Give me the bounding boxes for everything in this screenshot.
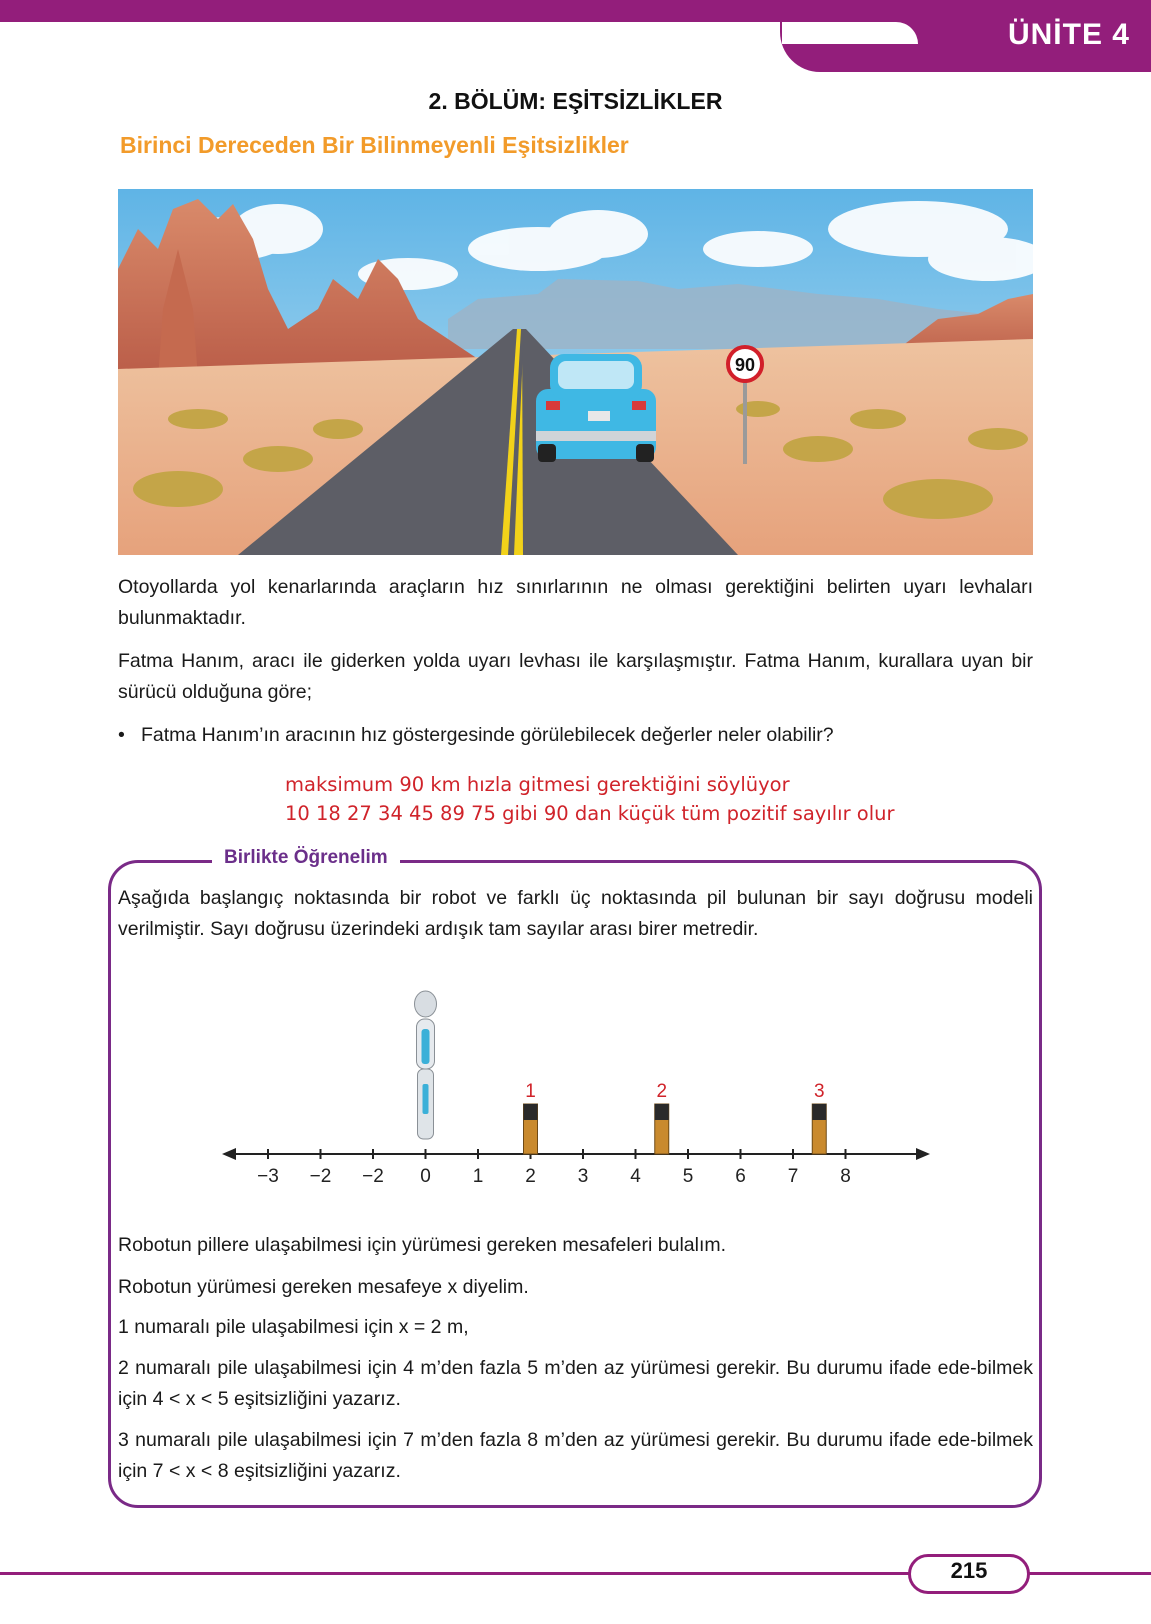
battery-2 [655, 1081, 669, 1154]
activity-paragraph-2: Robotun yürümesi gereken mesafeye x diyelim. [118, 1276, 529, 1298]
tick-label: 5 [682, 1166, 694, 1185]
bullet-dot: • [118, 724, 125, 746]
battery-label: 1 [525, 1081, 536, 1102]
tick-label: −3 [257, 1166, 279, 1185]
tick-label: 3 [577, 1166, 589, 1185]
tick-label: 0 [420, 1166, 431, 1185]
intro-question: Fatma Hanım’ın aracının hız göstergesinde görülebilecek değerler neler olabilir? [141, 724, 834, 746]
activity-paragraph-5: 3 numaralı pile ulaşabilmesi için 7 m’den fazla 8 m’den az yürümesi gerekir. Bu durumu ifade ede-bilmek için 7 < x < 8 eşitsizliğini yazarız. [118, 1429, 1033, 1482]
speed-sign-value: 90 [734, 355, 756, 375]
battery-label: 3 [813, 1081, 825, 1102]
tick-label: −2 [362, 1166, 384, 1185]
intro-paragraph-2: Fatma Hanım, aracı ile giderken yolda uyarı levhası ile karşılaşmıştır. Fatma Hanım, kurallara uyan bir sürücü olduğuna göre; [118, 650, 1033, 703]
battery-cap [655, 1104, 669, 1120]
tick-label: −2 [309, 1166, 332, 1185]
battery-label: 2 [656, 1081, 668, 1102]
tick-label: 1 [472, 1166, 484, 1185]
handwritten-answer-line-2: 10 18 27 34 45 89 75 gibi 90 dan küçük tüm pozitif sayılır olur [285, 802, 895, 825]
number-line [220, 985, 940, 1185]
tick-label: 7 [787, 1166, 799, 1185]
tick-label: 4 [630, 1166, 641, 1185]
axis-left-arrow [222, 1148, 236, 1160]
activity-label: Birlikte Öğrenelim [212, 847, 400, 869]
unit-label: ÜNİTE 4 [1007, 18, 1130, 51]
handwritten-answer-line-1: maksimum 90 km hızla gitmesi gerektiğini söylüyor [285, 773, 790, 796]
activity-paragraph-1: Robotun pillere ulaşabilmesi için yürümesi gereken mesafeleri bulalım. [118, 1234, 727, 1256]
desert-road-illustration [118, 189, 1033, 555]
page-number: 215 [950, 1558, 988, 1583]
tick-label: 6 [735, 1166, 746, 1185]
battery-1 [524, 1081, 538, 1154]
activity-paragraph-4: 2 numaralı pile ulaşabilmesi için 4 m’den fazla 5 m’den az yürümesi gerekir. Bu durumu ifade ede-bilmek için 4 < x < 5 eşitsizliğini yazarız. [118, 1357, 1033, 1410]
section-title: Birinci Dereceden Bir Bilinmeyenli Eşitsizlikler [120, 132, 629, 158]
activity-paragraph-3: 1 numaralı pile ulaşabilmesi için x = 2 m, [118, 1316, 469, 1338]
chapter-title: 2. BÖLÜM: EŞİTSİZLİKLER [428, 88, 723, 114]
tick-label: 2 [525, 1166, 536, 1185]
intro-paragraph-1: Otoyollarda yol kenarlarında araçların hız sınırlarının ne olması gerektiğini belirten uyarı levhaları bulunmaktadır. [118, 576, 1033, 629]
unit-tab-notch [782, 22, 918, 44]
battery-cap [812, 1104, 826, 1120]
battery-cap [524, 1104, 538, 1120]
axis-right-arrow [916, 1148, 930, 1160]
tick-label: 8 [840, 1166, 851, 1185]
activity-intro: Aşağıda başlangıç noktasında bir robot ve farklı üç noktasında pil bulunan bir sayı doğrusu modeli verilmiştir. Sayı doğrusu üzerindeki ardışık tam sayılar arası birer metredir. [118, 887, 1033, 940]
robot-figure [415, 991, 437, 1139]
battery-3 [812, 1081, 826, 1154]
